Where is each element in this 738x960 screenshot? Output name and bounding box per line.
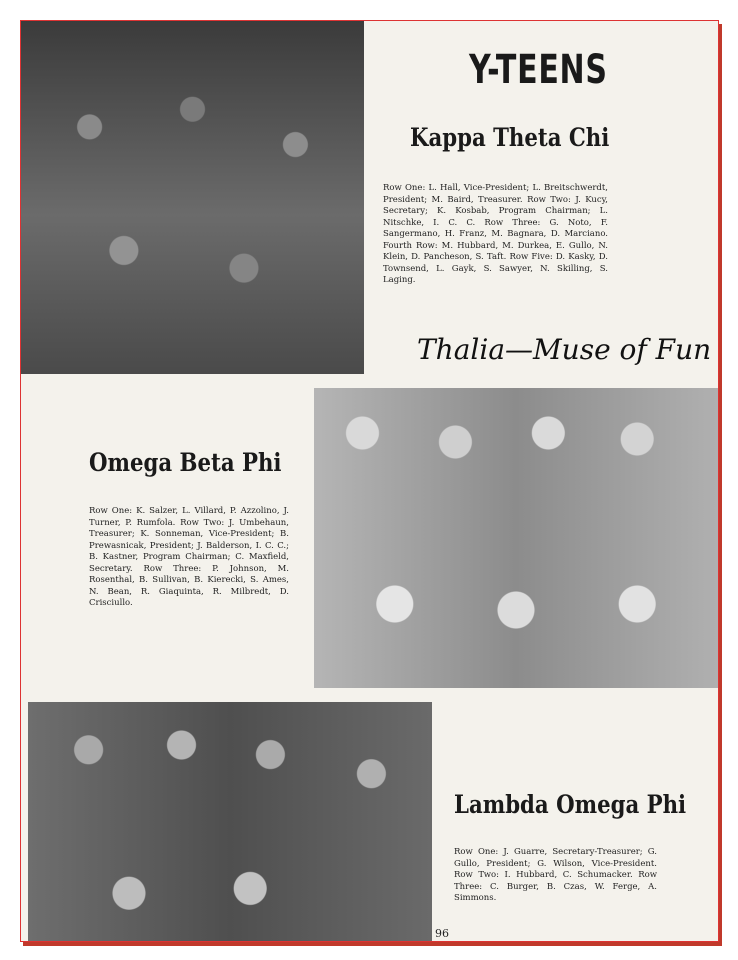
lambda-omega-phi-group-photo xyxy=(28,702,432,941)
kappa-theta-chi-group-photo xyxy=(21,21,364,374)
page-title: Y-TEENS xyxy=(469,47,608,93)
kappa-theta-chi-heading: Kappa Theta Chi xyxy=(410,123,610,152)
omega-beta-phi-group-photo xyxy=(314,388,718,688)
omega-beta-phi-caption: Row One: K. Salzer, L. Villard, P. Azzolino, J. Turner, P. Rumfola. Row Two: J. Umbehaun, Treasurer; K. Sonneman, Vice-President; B. Prewasnicak, President; J. Balderson, I. C. C.; B. Kastner, Program Chairman; C. Maxfield, Secretary. Row Three: P. Johnson, M. Rosenthal, B. Sullivan, B. Kierecki, S. Ames, N. Bean, R. Giaquinta, R. Milbredt, D. Crisciullo. xyxy=(89,506,289,608)
lambda-omega-phi-caption: Row One: J. Guarre, Secretary-Treasurer; G. Gullo, President; G. Wilson, Vice-President. Row Two: I. Hubbard, C. Schumacker. Row Three: C. Burger, B. Czas, W. Ferge, A. Simmons. xyxy=(454,847,657,903)
lambda-omega-phi-heading: Lambda Omega Phi xyxy=(454,790,687,819)
omega-beta-phi-heading: Omega Beta Phi xyxy=(89,448,282,477)
kappa-theta-chi-caption: Row One: L. Hall, Vice-President; L. Breitschwerdt, President; M. Baird, Treasurer. Row Two: J. Kucy, Secretary; K. Kosbab, Program Chairman; L. Nitschke, I. C. C. Row Three: G. Noto, F. Sangermano, H. Franz, M. Bagnara, D. Marciano. Fourth Row: M. Hubbard, M. Durkea, E. Gullo, N. Klein, D. Pancheson, S. Taft. Row Five: D. Kasky, D. Townsend, L. Gayk, S. Sawyer, N. Skilling, S. Laging. xyxy=(383,183,608,285)
thalia-subtitle: Thalia—Muse of Fun xyxy=(417,333,712,366)
page-number: 96 xyxy=(435,927,449,940)
yearbook-page xyxy=(20,20,719,942)
